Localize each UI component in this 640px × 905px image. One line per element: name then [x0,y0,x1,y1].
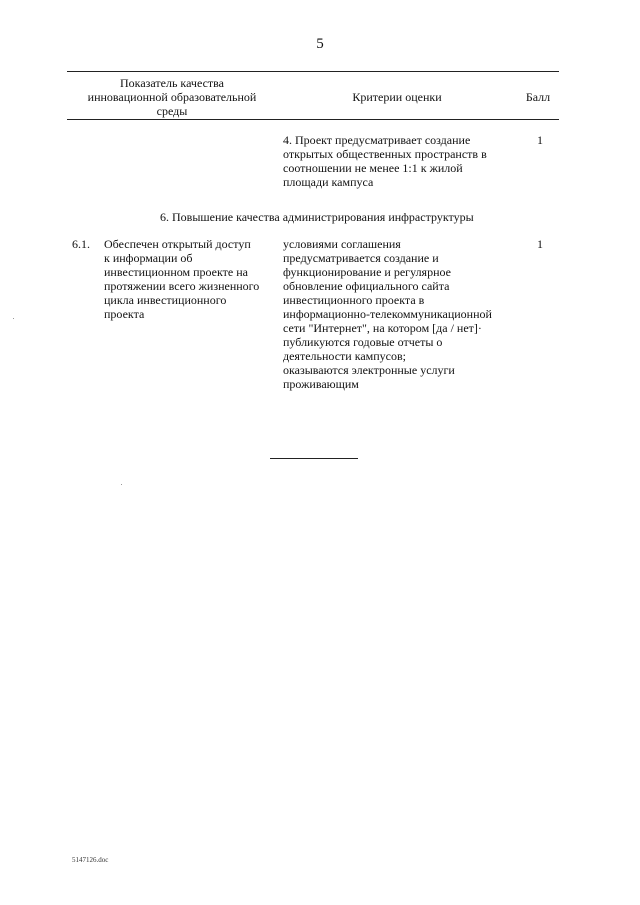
indicator-line: проекта [104,307,145,321]
criterion-4-score: 1 [537,133,543,147]
item-number: 6.1. [72,237,90,251]
indicator-line: к информации об [104,251,193,265]
scan-speck [121,484,122,485]
criteria-line: деятельности кампусов; [283,349,407,363]
scan-speck [13,318,14,319]
criterion-line: соотношении не менее 1:1 к жилой [283,161,463,175]
header-indicator-line: Показатель качества [120,76,224,90]
indicator-line: протяжении всего жизненного [104,279,260,293]
indicator-line: Обеспечен открытый доступ [104,237,251,251]
header-criteria: Критерии оценки [352,90,442,104]
criteria-line: предусматривается создание и [283,251,439,265]
header-indicator-line: среды [156,104,188,118]
criterion-line: открытых общественных пространств в [283,147,487,161]
criteria-line: обновление официального сайта [283,279,450,293]
criteria-line: условиями соглашения [283,237,401,251]
item-criteria-text [283,237,523,391]
header-indicator-line: инновационной образовательной [87,90,257,104]
criteria-line: функционирование и регулярное [283,265,451,279]
header-indicator [67,76,277,118]
item-indicator-text [104,237,274,321]
indicator-line: инвестиционном проекте на [104,265,248,279]
item-score: 1 [537,237,543,251]
header-score: Балл [525,90,551,104]
table-header [67,71,559,120]
page-number: 5 [316,36,324,52]
criterion-line: 4. Проект предусматривает создание [283,133,471,147]
footer-file-code: 5147126.doc [72,856,109,864]
end-divider [270,458,358,459]
criteria-line: информационно-телекоммуникационной [283,307,492,321]
criteria-line: инвестиционного проекта в [283,293,425,307]
criteria-line: оказываются электронные услуги [283,363,455,377]
indicator-line: цикла инвестиционного [104,293,227,307]
criteria-line: публикуются годовые отчеты о [283,335,443,349]
criterion-4-text [283,133,513,189]
criteria-line: проживающим [283,377,359,391]
section-title: 6. Повышение качества администрирования инфраструктуры [160,210,474,224]
criterion-line: площади кампуса [283,175,374,189]
criteria-line: сети "Интернет", на котором [да / нет]· [283,321,482,335]
